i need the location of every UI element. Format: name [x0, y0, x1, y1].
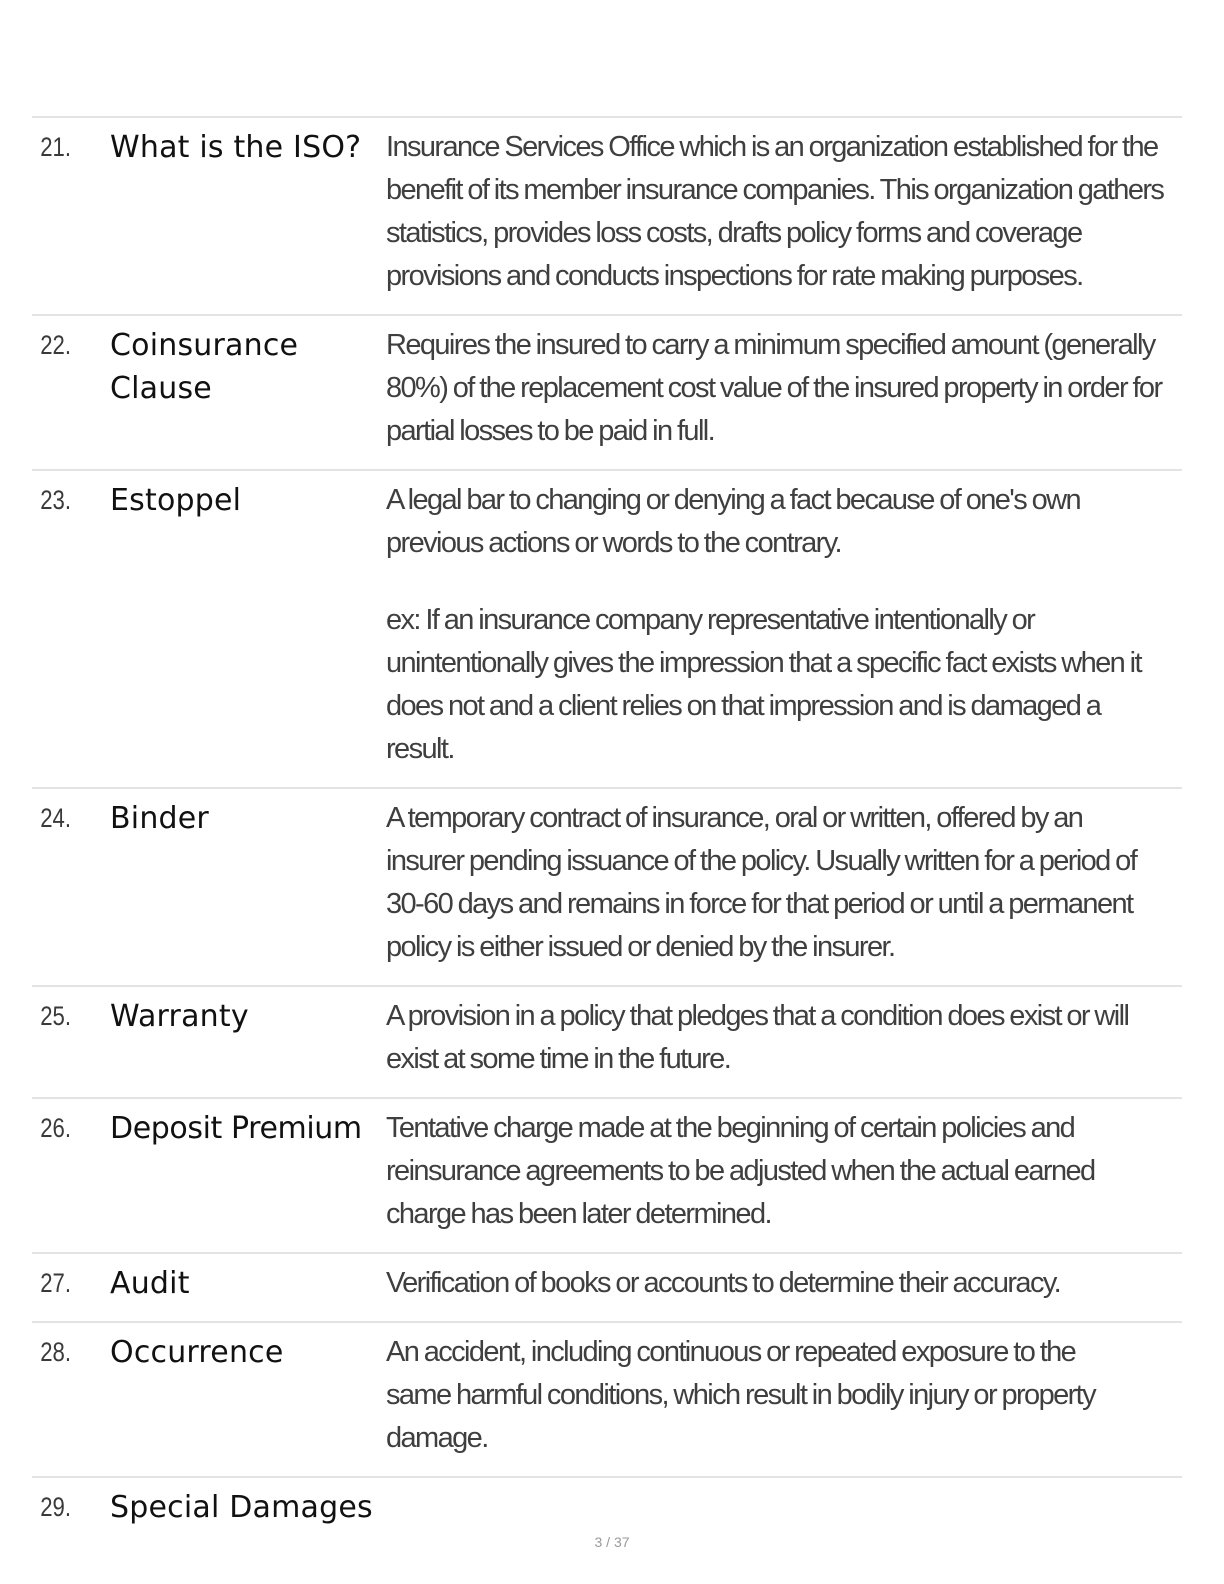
definition-paragraph: Requires the insured to carry a minimum specified amount (generally 80%) of the replacement cost value of the insured property in order for partial losses to be paid in full.: [386, 329, 1162, 447]
entry-number: 25.: [40, 1001, 71, 1031]
entry-definition: [386, 797, 1182, 969]
entry-term: What is the ISO?: [110, 130, 362, 165]
definition-paragraph: A temporary contract of insurance, oral or written, offered by an insurer pending issuance of the policy. Usually written for a period of 30-60 days and remains in force for that period or until a permanent policy is either issued or denied by the insurer.: [386, 802, 1137, 963]
entry-number: 21.: [40, 132, 71, 162]
glossary-list: [32, 116, 1182, 1545]
definition-paragraph: Insurance Services Office which is an organization established for the benefit of its member insurance companies. This organization gathers statistics, provides loss costs, drafts policy forms and coverage provisions and conducts inspections for rate making purposes.: [386, 131, 1164, 292]
glossary-entry: [32, 987, 1182, 1099]
entry-term: Occurrence: [110, 1335, 284, 1370]
entry-definition: [386, 324, 1182, 453]
entry-term: Warranty: [110, 999, 249, 1034]
page-number: 3 / 37: [594, 1534, 630, 1550]
entry-definition: [386, 995, 1182, 1081]
entry-term: Estoppel: [110, 483, 242, 518]
glossary-entry: [32, 316, 1182, 471]
entry-term: Special Damages: [110, 1490, 373, 1525]
entry-number: 29.: [40, 1492, 71, 1522]
definition-paragraph: A legal bar to changing or denying a fact because of one's own previous actions or words to the contrary.: [386, 484, 1081, 559]
entry-definition: [386, 479, 1182, 771]
glossary-entry: [32, 789, 1182, 987]
entry-number: 22.: [40, 330, 71, 360]
glossary-entry: [32, 1254, 1182, 1323]
entry-number: 24.: [40, 803, 71, 833]
entry-number: 27.: [40, 1268, 71, 1298]
entry-definition: [386, 1262, 1182, 1305]
entry-number: 23.: [40, 485, 71, 515]
entry-number: 28.: [40, 1337, 71, 1367]
glossary-entry: [32, 1323, 1182, 1478]
entry-term: Binder: [110, 801, 209, 836]
definition-paragraph: Verification of books or accounts to determine their accuracy.: [386, 1267, 1061, 1299]
definition-paragraph: A provision in a policy that pledges that a condition does exist or will exist at some time in the future.: [386, 1000, 1129, 1075]
entry-definition: [386, 1107, 1182, 1236]
entry-definition: [386, 1331, 1182, 1460]
entry-term: Audit: [110, 1266, 190, 1301]
glossary-entry: [32, 471, 1182, 789]
definition-paragraph: An accident, including continuous or repeated exposure to the same harmful conditions, which result in bodily injury or property damage.: [386, 1336, 1096, 1454]
entry-number: 26.: [40, 1113, 71, 1143]
glossary-entry: [32, 118, 1182, 316]
glossary-entry: [32, 1099, 1182, 1254]
entry-definition: [386, 126, 1182, 298]
entry-term: Coinsurance Clause: [110, 328, 299, 406]
entry-term: Deposit Premium: [110, 1111, 362, 1146]
definition-example: ex: If an insurance company representative intentionally or unintentionally gives the impression that a specific fact exists when it does not and a client relies on that impression and is damaged a result.: [386, 604, 1141, 765]
definition-paragraph: Tentative charge made at the beginning of certain policies and reinsurance agreements to be adjusted when the actual earned charge has been later determined.: [386, 1112, 1095, 1230]
